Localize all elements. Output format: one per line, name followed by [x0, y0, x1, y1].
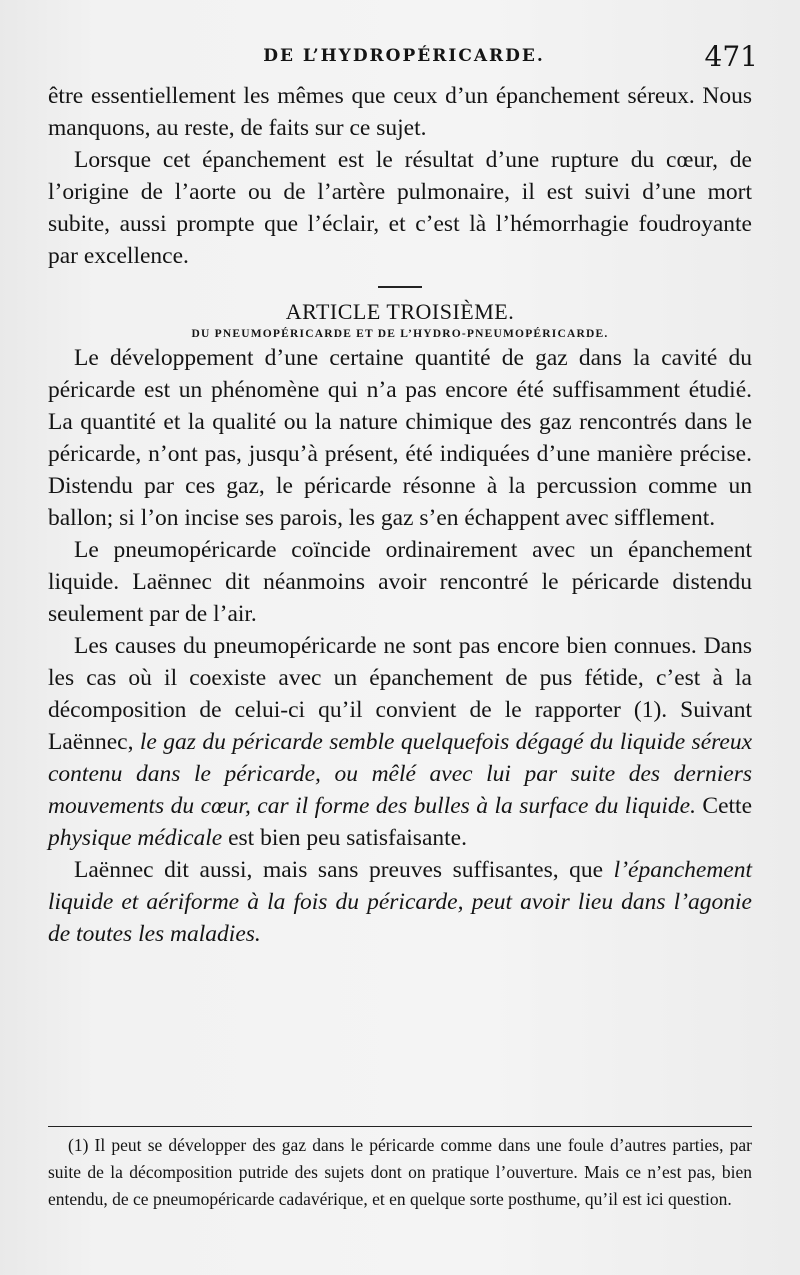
agonie-quote: l’épanchement liquide et aériforme à la fois du péricarde, peut avoir lieu dans l’agonie de toutes les maladies. — [48, 857, 752, 947]
article-title: ARTICLE TROISIÈME. — [285, 299, 515, 324]
paragraph-gas-development: Le développement d’une certaine quantité de gaz dans la cavité du péricarde est un phénomène qui n’a pas encore été suffisamment étudié. La quantité et la qualité ou la nature chimique des gaz rencontrés dans le péricarde, n’ont pas, jusqu’à présent, été indiquées d’une manière précise. Distendu par ces gaz, le péricarde résonne à la percussion comme un ballon; si l’on incise ses parois, les gaz s’en échappent avec sifflement. — [48, 345, 752, 531]
causes-text-end: est bien peu satisfaisante. — [222, 825, 467, 851]
running-head-title: DE L’HYDROPÉRICARDE. — [263, 46, 545, 66]
article-subtitle: DU PNEUMOPÉRICARDE ET DE L’HYDRO-PNEUMOPÉRICARDE. — [191, 328, 609, 340]
agonie-text: Laënnec dit aussi, mais sans preuves suffisantes, que — [74, 857, 614, 883]
paragraph-continuation: être essentiellement les mêmes que ceux d’un épanchement séreux. Nous manquons, au reste, de faits sur ce sujet. — [48, 83, 752, 141]
footnote-rule — [48, 1126, 752, 1127]
paragraph-agonie — [48, 854, 752, 950]
page-number: 471 — [704, 40, 758, 73]
running-head — [48, 40, 760, 76]
main-text — [48, 80, 752, 950]
paragraph-rupture: Lorsque cet épanchement est le résultat d’une rupture du cœur, de l’origine de l’aorte ou de l’artère pulmonaire, il est suivi d’une mort subite, aussi prompte que l’éclair, et c’est là l’hémorrhagie foudroyante par excellence. — [48, 147, 752, 269]
section-divider — [378, 286, 422, 288]
footnote-text: (1) Il peut se développer des gaz dans le péricarde comme dans une foule d’autres parties, par suite de la décomposition putride des sujets dont on pratique l’ouverture. Mais ce n’est pas, bien entendu, de ce pneumopéricarde cadavérique, et en quelque sorte posthume, qu’il est ici question. — [48, 1135, 752, 1209]
paragraph-coincidence: Le pneumopéricarde coïncide ordinairement avec un épanchement liquide. Laënnec dit néanmoins avoir rencontré le péricarde distendu seulement par de l’air. — [48, 537, 752, 627]
physique-medicale: physique médicale — [48, 825, 223, 851]
laennec-quote: le gaz du péricarde semble quelquefois dégagé du liquide séreux contenu dans le péricarde, ou mêlé avec lui par suite des derniers mouvements du cœur, car il forme des bulles à la surface du liquide. — [48, 729, 753, 819]
footnote — [48, 1132, 752, 1213]
paragraph-causes — [48, 630, 752, 854]
causes-text-mid: Cette — [695, 793, 753, 819]
causes-text: Les causes du pneumopéricarde ne sont pas encore bien connues. Dans les cas où il coexiste avec un épanchement de pus fétide, c’est à la décomposition de celui-ci qu’il convient de le rapporter (1). Suivant Laënnec, — [48, 633, 752, 755]
